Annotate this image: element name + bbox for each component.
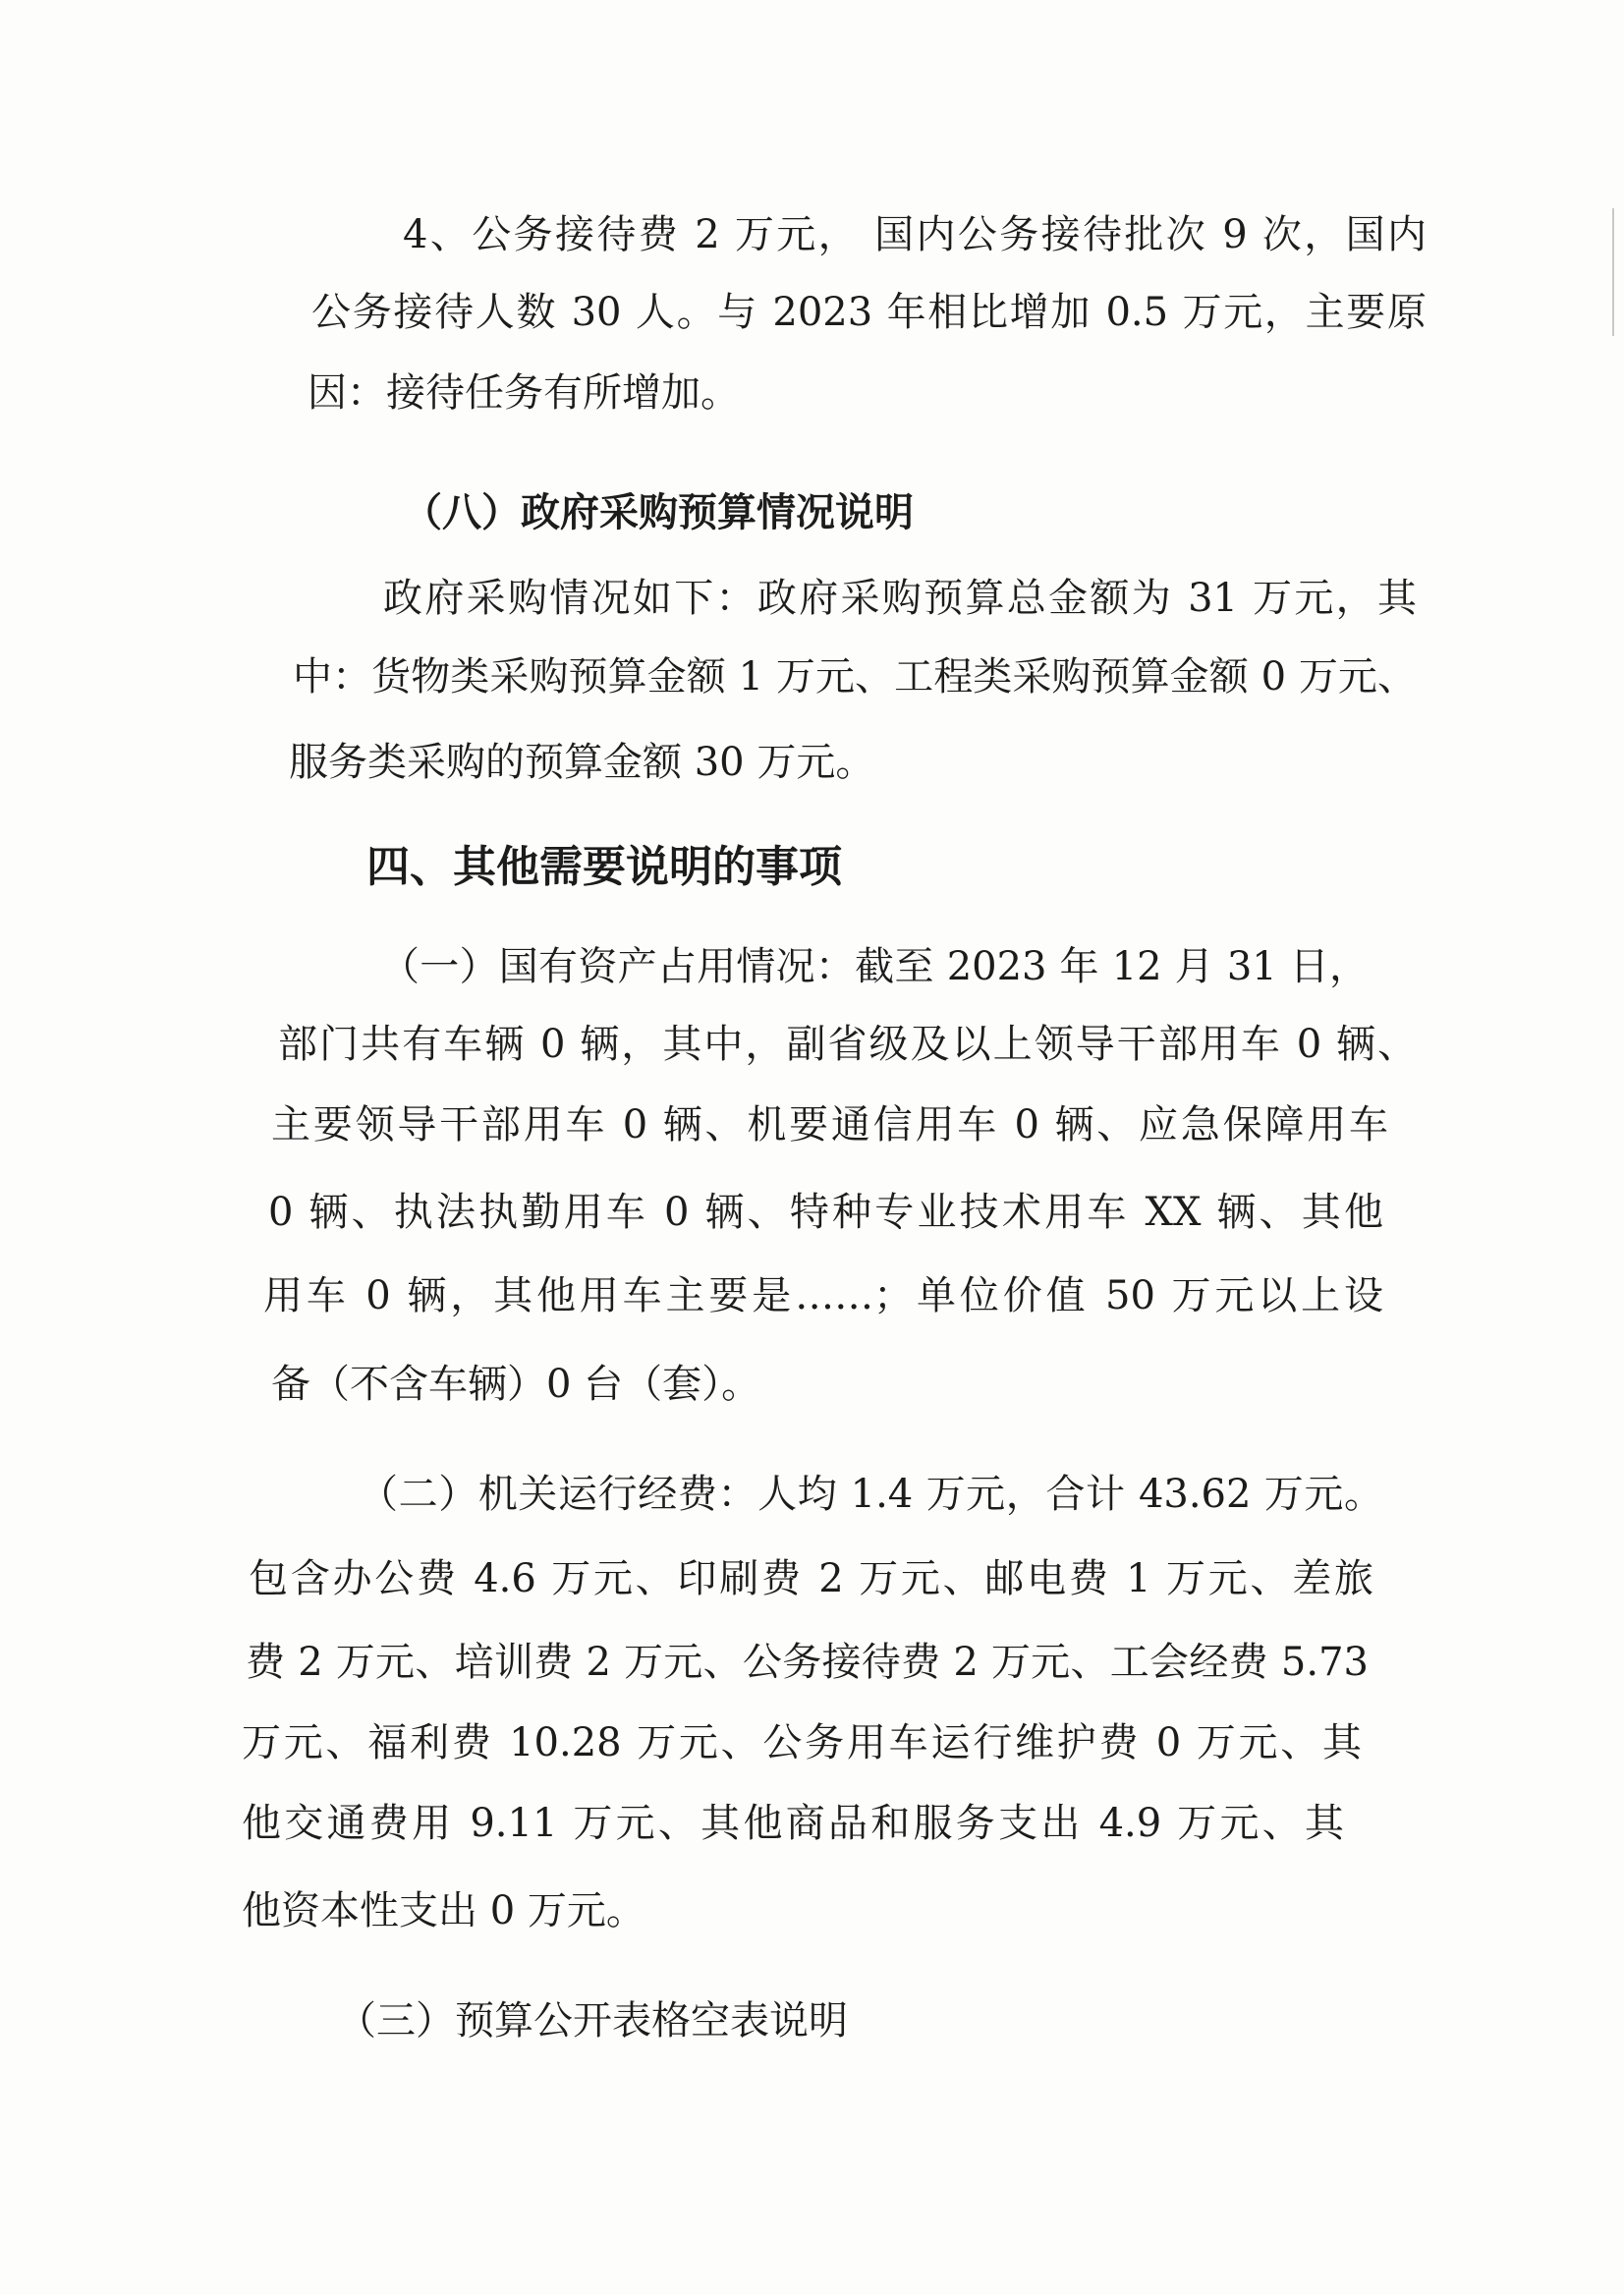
assets-line-3: 主要领导干部用车 0 辆、机要通信用车 0 辆、应急保障用车 bbox=[271, 1102, 1388, 1148]
operating-cost-line-5: 他交通费用 9.11 万元、其他商品和服务支出 4.9 万元、其 bbox=[242, 1801, 1344, 1846]
operating-cost-line-6: 他资本性支出 0 万元。 bbox=[242, 1888, 645, 1933]
assets-line-2: 部门共有车辆 0 辆，其中，副省级及以上领导干部用车 0 辆、 bbox=[278, 1022, 1417, 1067]
subsection-heading-blank-tables: （三）预算公开表格空表说明 bbox=[337, 1998, 848, 2043]
operating-cost-line-2: 包含办公费 4.6 万元、印刷费 2 万元、邮电费 1 万元、差旅 bbox=[249, 1556, 1373, 1601]
section-heading-other-matters: 四、其他需要说明的事项 bbox=[366, 842, 842, 892]
assets-line-4: 0 辆、执法执勤用车 0 辆、特种专业技术用车 XX 辆、其他 bbox=[268, 1190, 1383, 1235]
assets-line-1: （一）国有资产占用情况：截至 2023 年 12 月 31 日， bbox=[380, 944, 1369, 989]
assets-line-5: 用车 0 辆，其他用车主要是……；单位价值 50 万元以上设 bbox=[263, 1273, 1383, 1318]
operating-cost-line-1: （二）机关运行经费：人均 1.4 万元，合计 43.62 万元。 bbox=[359, 1472, 1383, 1517]
reception-expense-line-2: 公务接待人数 30 人。与 2023 年相比增加 0.5 万元，主要原 bbox=[311, 290, 1427, 335]
procurement-line-1: 政府采购情况如下：政府采购预算总金额为 31 万元，其 bbox=[383, 576, 1417, 621]
section-heading-gov-procurement: （八）政府采购预算情况说明 bbox=[403, 489, 914, 535]
scan-edge-mark bbox=[1612, 208, 1614, 336]
procurement-line-3: 服务类采购的预算金额 30 万元。 bbox=[289, 740, 875, 785]
reception-expense-line-1: 4、公务接待费 2 万元， 国内公务接待批次 9 次，国内 bbox=[403, 212, 1427, 257]
procurement-line-2: 中：货物类采购预算金额 1 万元、工程类采购预算金额 0 万元、 bbox=[293, 654, 1417, 700]
operating-cost-line-3: 费 2 万元、培训费 2 万元、公务接待费 2 万元、工会经费 5.73 bbox=[246, 1640, 1369, 1685]
assets-line-6: 备（不含车辆）0 台（套）。 bbox=[271, 1362, 761, 1407]
reception-expense-line-3: 因：接待任务有所增加。 bbox=[308, 370, 740, 416]
operating-cost-line-4: 万元、福利费 10.28 万元、公务用车运行维护费 0 万元、其 bbox=[242, 1720, 1362, 1765]
